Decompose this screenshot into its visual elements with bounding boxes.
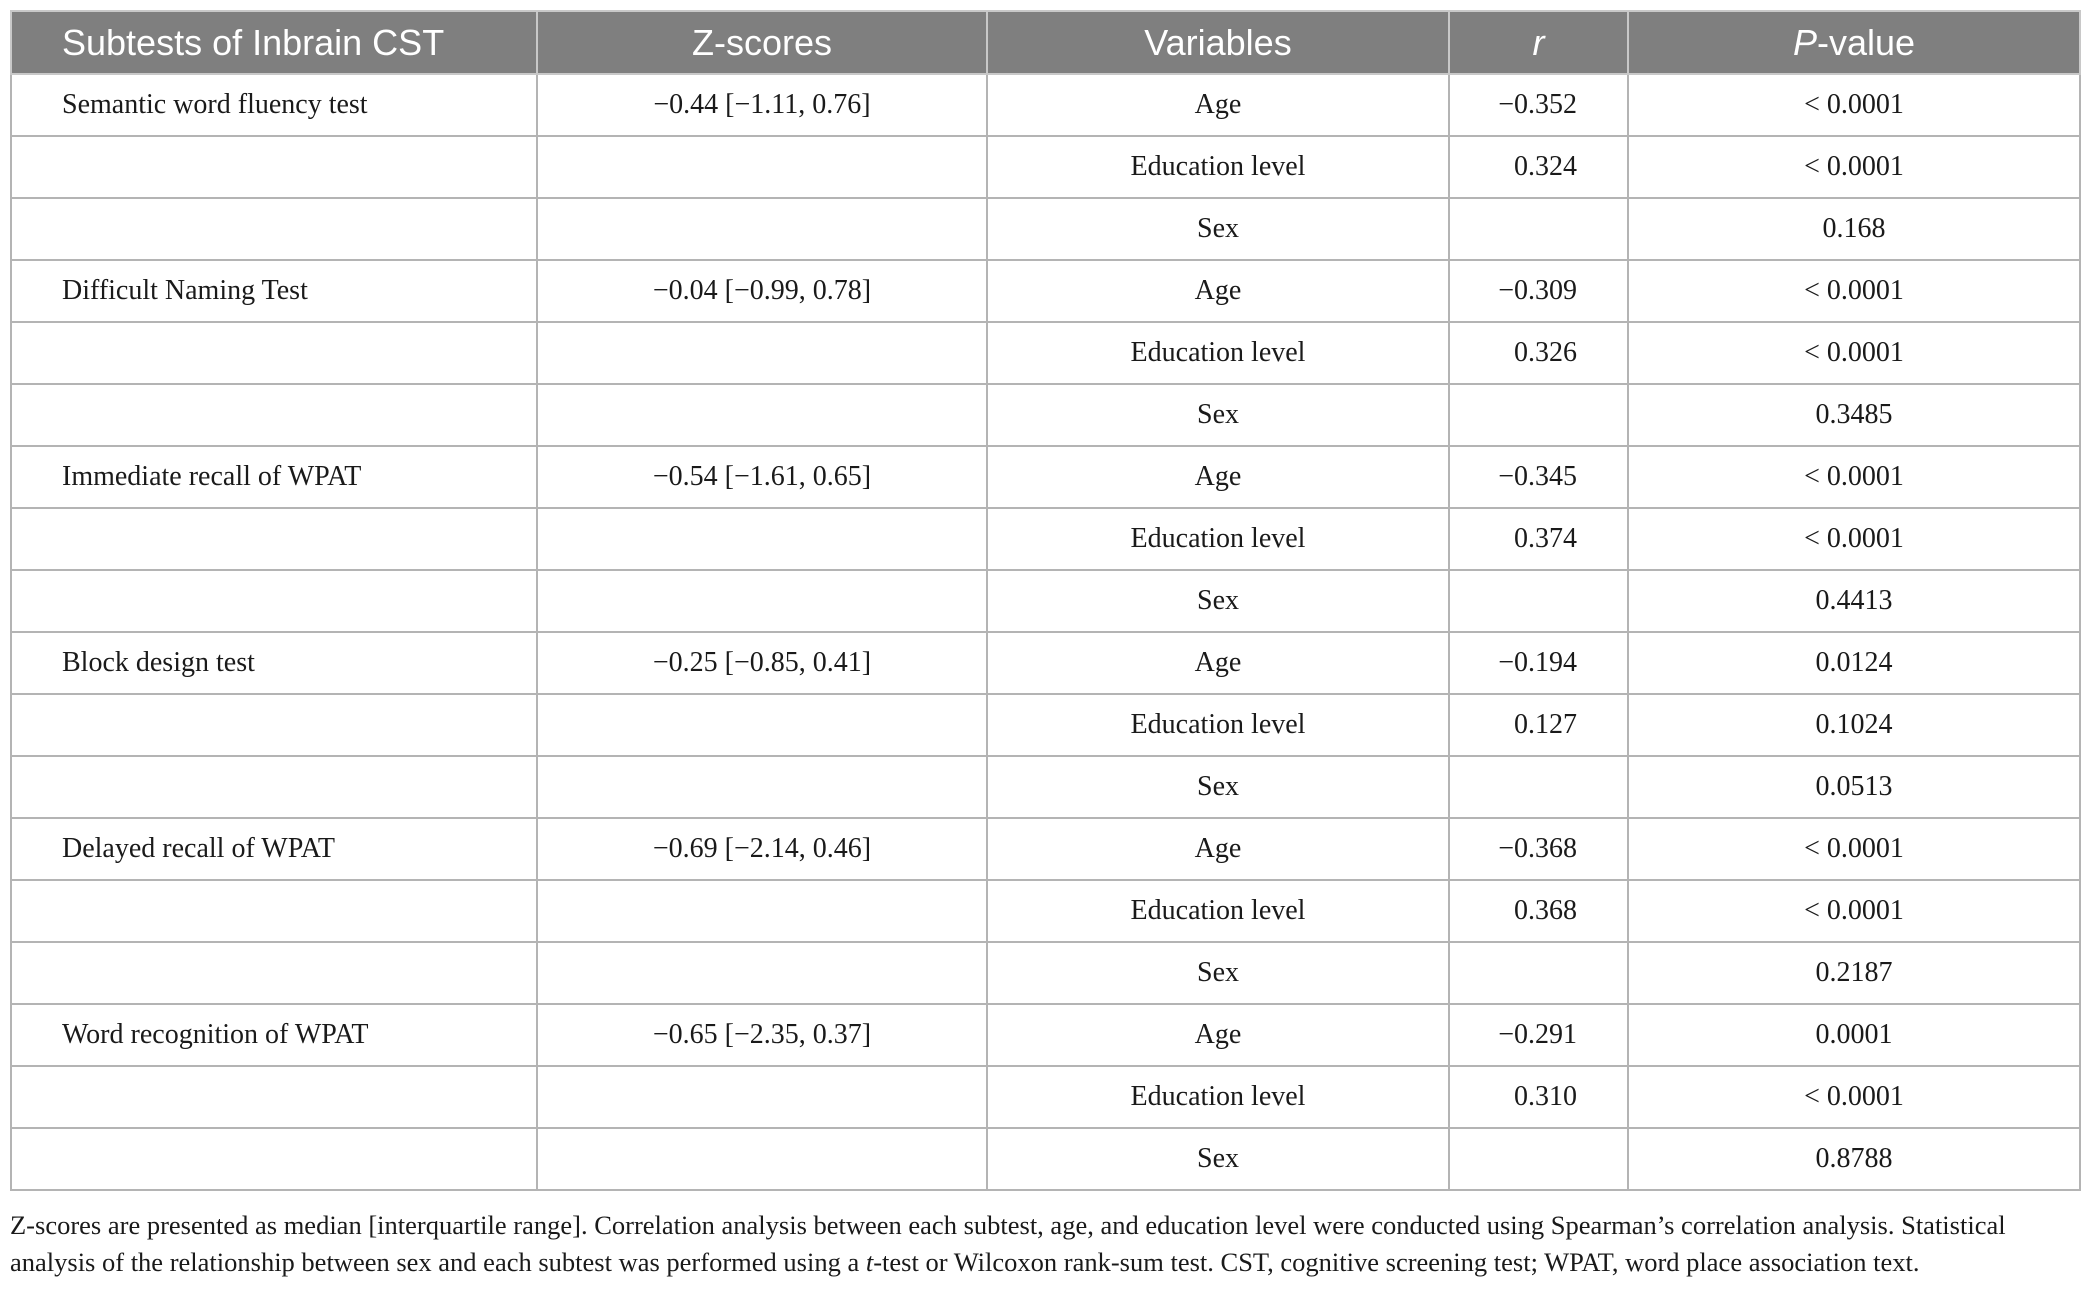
table-body <box>11 74 2080 1190</box>
table-row <box>11 818 2080 880</box>
variable-cell: Age <box>987 632 1449 694</box>
variable-cell: Sex <box>987 384 1449 446</box>
table-row <box>11 570 2080 632</box>
table-row <box>11 1066 2080 1128</box>
table-row <box>11 694 2080 756</box>
header-p-suffix: -value <box>1816 21 1916 63</box>
r-cell: −0.345 <box>1449 446 1628 508</box>
zscore-cell: −0.65 [−2.35, 0.37] <box>537 1004 987 1066</box>
table-row <box>11 1004 2080 1066</box>
zscore-cell <box>537 508 987 570</box>
subtest-cell <box>11 322 537 384</box>
variable-cell: Education level <box>987 880 1449 942</box>
subtest-cell: Delayed recall of WPAT <box>11 818 537 880</box>
r-cell <box>1449 570 1628 632</box>
header-zscores: Z-scores <box>537 11 987 74</box>
table-row <box>11 198 2080 260</box>
variable-cell: Education level <box>987 1066 1449 1128</box>
r-cell: 0.324 <box>1449 136 1628 198</box>
p-value-cell: < 0.0001 <box>1628 880 2080 942</box>
variable-cell: Education level <box>987 694 1449 756</box>
subtest-cell: Word recognition of WPAT <box>11 1004 537 1066</box>
zscore-cell <box>537 1128 987 1190</box>
header-p-value <box>1628 11 2080 74</box>
p-value-cell: 0.168 <box>1628 198 2080 260</box>
header-variables: Variables <box>987 11 1449 74</box>
zscore-cell: −0.69 [−2.14, 0.46] <box>537 818 987 880</box>
table-row <box>11 74 2080 136</box>
p-value-cell: 0.0001 <box>1628 1004 2080 1066</box>
r-cell <box>1449 756 1628 818</box>
p-value-cell: < 0.0001 <box>1628 136 2080 198</box>
p-value-cell: 0.0124 <box>1628 632 2080 694</box>
variable-cell: Sex <box>987 942 1449 1004</box>
p-value-cell: < 0.0001 <box>1628 74 2080 136</box>
table-row <box>11 880 2080 942</box>
subtest-cell <box>11 756 537 818</box>
subtest-cell <box>11 136 537 198</box>
p-value-cell: 0.4413 <box>1628 570 2080 632</box>
p-value-cell: 0.2187 <box>1628 942 2080 1004</box>
zscore-cell <box>537 384 987 446</box>
r-cell <box>1449 1128 1628 1190</box>
zscore-cell <box>537 694 987 756</box>
r-cell: 0.127 <box>1449 694 1628 756</box>
table-row <box>11 136 2080 198</box>
p-value-cell: < 0.0001 <box>1628 818 2080 880</box>
r-cell: −0.194 <box>1449 632 1628 694</box>
table-row <box>11 508 2080 570</box>
variable-cell: Sex <box>987 198 1449 260</box>
p-value-cell: < 0.0001 <box>1628 446 2080 508</box>
subtest-cell <box>11 198 537 260</box>
r-cell: 0.310 <box>1449 1066 1628 1128</box>
r-cell <box>1449 198 1628 260</box>
subtest-cell: Difficult Naming Test <box>11 260 537 322</box>
variable-cell: Age <box>987 446 1449 508</box>
variable-cell: Age <box>987 1004 1449 1066</box>
variable-cell: Education level <box>987 322 1449 384</box>
zscore-cell <box>537 322 987 384</box>
header-row <box>11 11 2080 74</box>
zscore-cell <box>537 136 987 198</box>
results-table-container <box>10 10 2079 1191</box>
zscore-cell <box>537 756 987 818</box>
variable-cell: Education level <box>987 508 1449 570</box>
subtest-cell <box>11 384 537 446</box>
subtest-cell <box>11 1128 537 1190</box>
variable-cell: Sex <box>987 570 1449 632</box>
footnote-text-1: Z-scores are presented as median [interquartile range]. Correlation analysis between each subtest, age, and education level were conducted using Spearman’s correlation analysis. Statistical analysis of the relationship between sex and each subtest was performed using a <box>10 1210 2006 1277</box>
zscore-cell: −0.25 [−0.85, 0.41] <box>537 632 987 694</box>
subtest-cell <box>11 880 537 942</box>
table-header <box>11 11 2080 74</box>
subtest-cell <box>11 694 537 756</box>
table-row <box>11 632 2080 694</box>
header-r <box>1449 11 1628 74</box>
variable-cell: Age <box>987 818 1449 880</box>
r-cell: −0.352 <box>1449 74 1628 136</box>
p-value-cell: < 0.0001 <box>1628 1066 2080 1128</box>
p-value-cell: < 0.0001 <box>1628 508 2080 570</box>
p-value-cell: < 0.0001 <box>1628 322 2080 384</box>
p-value-cell: 0.1024 <box>1628 694 2080 756</box>
zscore-cell <box>537 1066 987 1128</box>
table-row <box>11 942 2080 1004</box>
p-value-cell: 0.0513 <box>1628 756 2080 818</box>
table-row <box>11 322 2080 384</box>
results-table <box>10 10 2081 1191</box>
subtest-cell <box>11 570 537 632</box>
table-footnote <box>10 1207 2079 1281</box>
zscore-cell: −0.44 [−1.11, 0.76] <box>537 74 987 136</box>
r-cell: −0.368 <box>1449 818 1628 880</box>
variable-cell: Age <box>987 260 1449 322</box>
header-r-label: r <box>1532 21 1545 63</box>
variable-cell: Sex <box>987 756 1449 818</box>
r-cell: −0.309 <box>1449 260 1628 322</box>
table-row <box>11 756 2080 818</box>
footnote-italic-t: t <box>865 1247 874 1277</box>
r-cell: 0.326 <box>1449 322 1628 384</box>
zscore-cell: −0.04 [−0.99, 0.78] <box>537 260 987 322</box>
zscore-cell <box>537 942 987 1004</box>
zscore-cell <box>537 570 987 632</box>
p-value-cell: 0.8788 <box>1628 1128 2080 1190</box>
table-row <box>11 446 2080 508</box>
table-row <box>11 1128 2080 1190</box>
variable-cell: Sex <box>987 1128 1449 1190</box>
footnote-text-2: -test or Wilcoxon rank-sum test. CST, cognitive screening test; WPAT, word place association text. <box>873 1247 1920 1277</box>
zscore-cell <box>537 880 987 942</box>
variable-cell: Age <box>987 74 1449 136</box>
zscore-cell <box>537 198 987 260</box>
r-cell <box>1449 942 1628 1004</box>
r-cell <box>1449 384 1628 446</box>
subtest-cell: Semantic word fluency test <box>11 74 537 136</box>
r-cell: 0.368 <box>1449 880 1628 942</box>
subtest-cell: Block design test <box>11 632 537 694</box>
header-p-italic: P <box>1792 21 1817 63</box>
variable-cell: Education level <box>987 136 1449 198</box>
table-row <box>11 260 2080 322</box>
p-value-cell: < 0.0001 <box>1628 260 2080 322</box>
p-value-cell: 0.3485 <box>1628 384 2080 446</box>
table-row <box>11 384 2080 446</box>
subtest-cell <box>11 508 537 570</box>
subtest-cell <box>11 1066 537 1128</box>
zscore-cell: −0.54 [−1.61, 0.65] <box>537 446 987 508</box>
r-cell: −0.291 <box>1449 1004 1628 1066</box>
r-cell: 0.374 <box>1449 508 1628 570</box>
header-subtest: Subtests of Inbrain CST <box>11 11 537 74</box>
subtest-cell: Immediate recall of WPAT <box>11 446 537 508</box>
subtest-cell <box>11 942 537 1004</box>
